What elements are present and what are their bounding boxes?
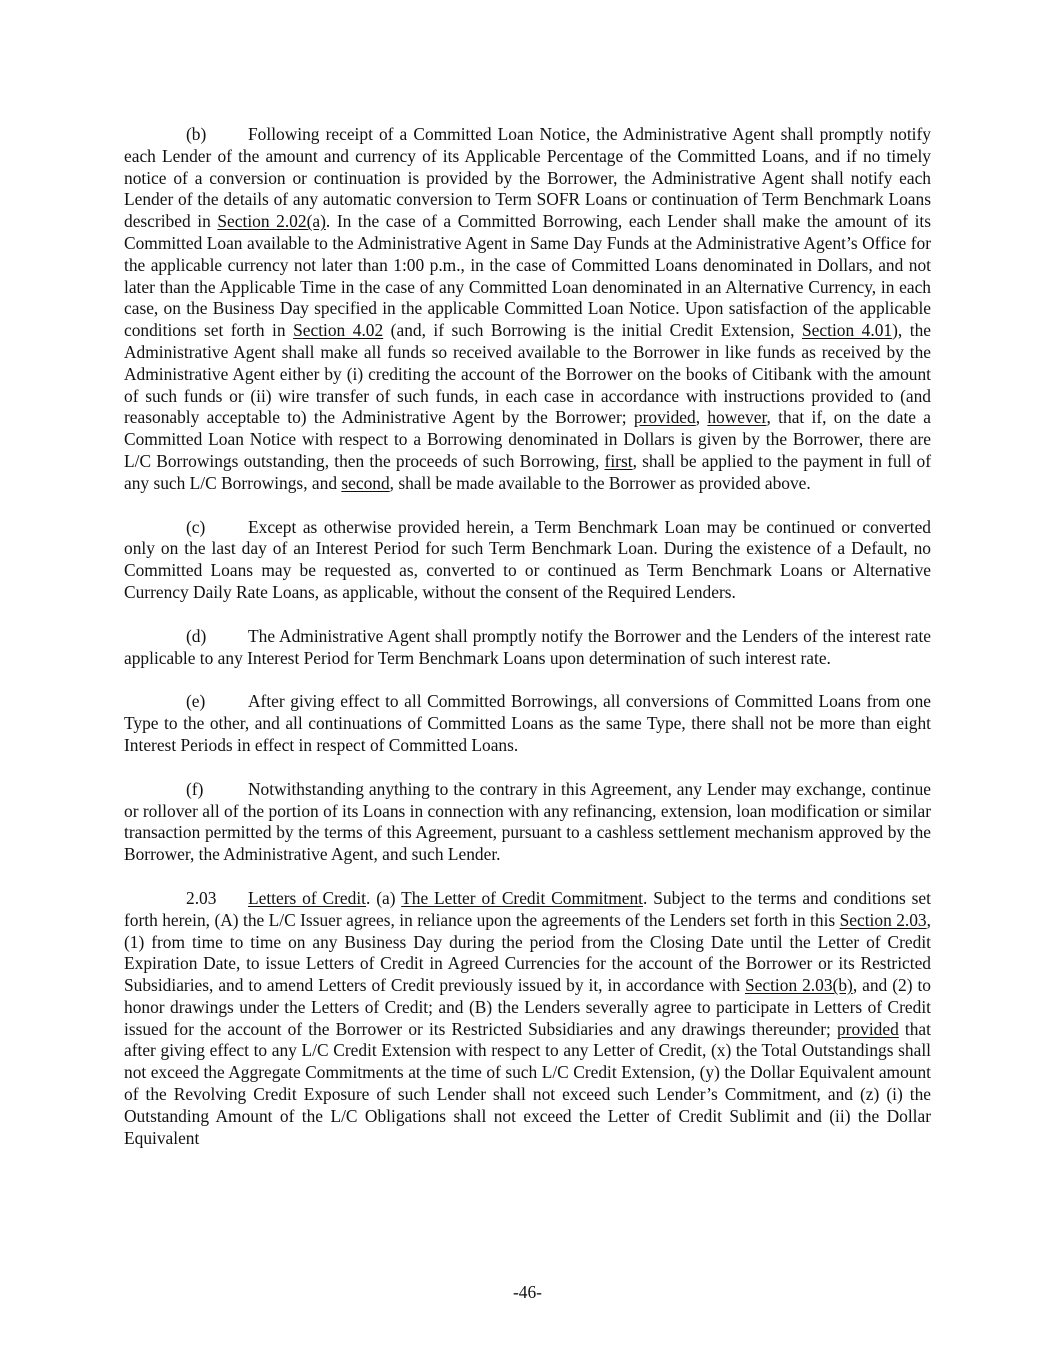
text-run: After giving effect to all Committed Borrowings, all conversions of Committed Loans from one Type to the other, and all continuations of Committed Loans as the same Type, there shall not be more than eight Interest Periods in effect in respect of Committed Loans.	[124, 691, 931, 755]
text-run: ), the Administrative Agent shall make all funds so received available to the Borrower in like funds as received by the Administrative Agent either by (i) crediting the account of the Borrower on the books of Citibank with the amount of such funds or (ii) wire transfer of such funds, in each case in accordance with instructions provided to (and reasonably acceptable to) the Administrative Agent by the Borrower;	[124, 320, 931, 428]
text-run: The Administrative Agent shall promptly notify the Borrower and the Lenders of the interest rate applicable to any Interest Period for Term Benchmark Loans upon determination of such interest rate.	[124, 625, 931, 668]
cross-reference: Section 2.03(b)	[744, 975, 853, 996]
paragraph-list	[124, 124, 931, 1149]
cross-reference: provided	[633, 407, 696, 428]
para-2-03	[124, 888, 931, 1150]
text-run: . Subject to the terms and conditions set forth herein, (A) the L/C Issuer agrees, in reliance upon the agreements of the Lenders set forth in this	[124, 887, 931, 930]
text-run: (and, if such Borrowing is the initial Credit Extension,	[383, 320, 803, 341]
paragraph-label: (e)	[186, 691, 206, 712]
para-f	[124, 779, 931, 866]
cross-reference: Section 4.01	[802, 320, 893, 341]
text-run: . (a)	[366, 887, 402, 908]
cross-reference: Section 2.02(a)	[217, 211, 326, 232]
para-b	[124, 124, 931, 495]
text-run: , (1) from time to time on any Business Day during the period from the Closing Date until the Letter of Credit Expiration Date, to issue Letters of Credit in Agreed Currencies for the account of the Borrower or its Restricted Subsidiaries, and to amend Letters of Credit previously issued by it, in accordance with	[124, 909, 931, 996]
text-run: , shall be made available to the Borrower as provided above.	[389, 472, 811, 493]
paragraph-label: (c)	[186, 516, 206, 537]
para-c	[124, 517, 931, 604]
text-run: ,	[695, 407, 708, 428]
page-number: -46-	[513, 1282, 542, 1302]
para-d	[124, 626, 931, 670]
text-run: Notwithstanding anything to the contrary in this Agreement, any Lender may exchange, continue or rollover all of the portion of its Loans in connection with any refinancing, extension, loan modification or similar transaction permitted by the terms of this Agreement, pursuant to a cashless settlement mechanism approved by the Borrower, the Administrative Agent, and such Lender.	[124, 778, 931, 865]
cross-reference: Letters of Credit	[248, 887, 367, 908]
cross-reference: Section 4.02	[293, 320, 384, 341]
paragraph-label: (b)	[186, 124, 207, 144]
text-run: Except as otherwise provided herein, a Term Benchmark Loan may be continued or converted only on the last day of an Interest Period for such Term Benchmark Loan. During the existence of a Default, no Committed Loans may be requested as, converted to or continued as Term Benchmark Loans or Alternative Currency Daily Rate Loans, as applicable, without the consent of the Required Lenders.	[124, 516, 931, 602]
text-run: , and (2) to honor drawings under the Letters of Credit; and (B) the Lenders severally agree to participate in Letters of Credit issued for the account of the Borrower or its Restricted Subsidiaries and any drawings thereunder;	[124, 975, 931, 1039]
text-run: Following receipt of a Committed Loan Notice, the Administrative Agent shall promptly notify each Lender of the amount and currency of its Applicable Percentage of the Committed Loans, and if no timely notice of a conversion or continuation is provided by the Borrower, the Administrative Agent shall notify each Lender of the details of any automatic conversion to Term SOFR Loans or continuation of Term Benchmark Loans described in	[124, 124, 931, 232]
para-e	[124, 691, 931, 756]
document-body	[124, 124, 931, 1171]
text-run: , that if, on the date a Committed Loan Notice with respect to a Borrowing denominated in Dollars is given by the Borrower, there are L/C Borrowings outstanding, then the proceeds of such Borrowing,	[124, 407, 931, 471]
paragraph-label: (f)	[186, 778, 204, 799]
text-run: , shall be applied to the payment in full of any such L/C Borrowings, and	[124, 450, 931, 493]
cross-reference: The Letter of Credit Commitment	[401, 887, 643, 908]
cross-reference: however	[707, 407, 767, 428]
text-run: that after giving effect to any L/C Credit Extension with respect to any Letter of Credit, (x) the Total Outstandings shall not exceed the Aggregate Commitments at the time of such L/C Credit Extension, (y) the Dollar Equivalent amount of the Revolving Credit Exposure of such Lender shall not exceed such Lender’s Commitment, and (z) (i) the Outstanding Amount of the L/C Obligations shall not exceed the Letter of Credit Sublimit and (ii) the Dollar Equivalent	[124, 1018, 931, 1148]
cross-reference: Section 2.03	[839, 909, 927, 930]
paragraph-label: 2.03	[186, 887, 217, 908]
cross-reference: second	[341, 472, 390, 493]
cross-reference: first	[604, 450, 633, 471]
cross-reference: provided	[836, 1018, 899, 1039]
paragraph-label: (d)	[186, 625, 207, 646]
text-run: . In the case of a Committed Borrowing, each Lender shall make the amount of its Committed Loan available to the Administrative Agent in Same Day Funds at the Administrative Agent’s Office for the applicable currency not later than 1:00 p.m., in the case of Committed Loans denominated in Dollars, and not later than the Applicable Time in the case of any Committed Loan denominated in an Alternative Currency, in each case, on the Business Day specified in the applicable Committed Loan Notice. Upon satisfaction of the applicable conditions set forth in	[124, 211, 932, 341]
